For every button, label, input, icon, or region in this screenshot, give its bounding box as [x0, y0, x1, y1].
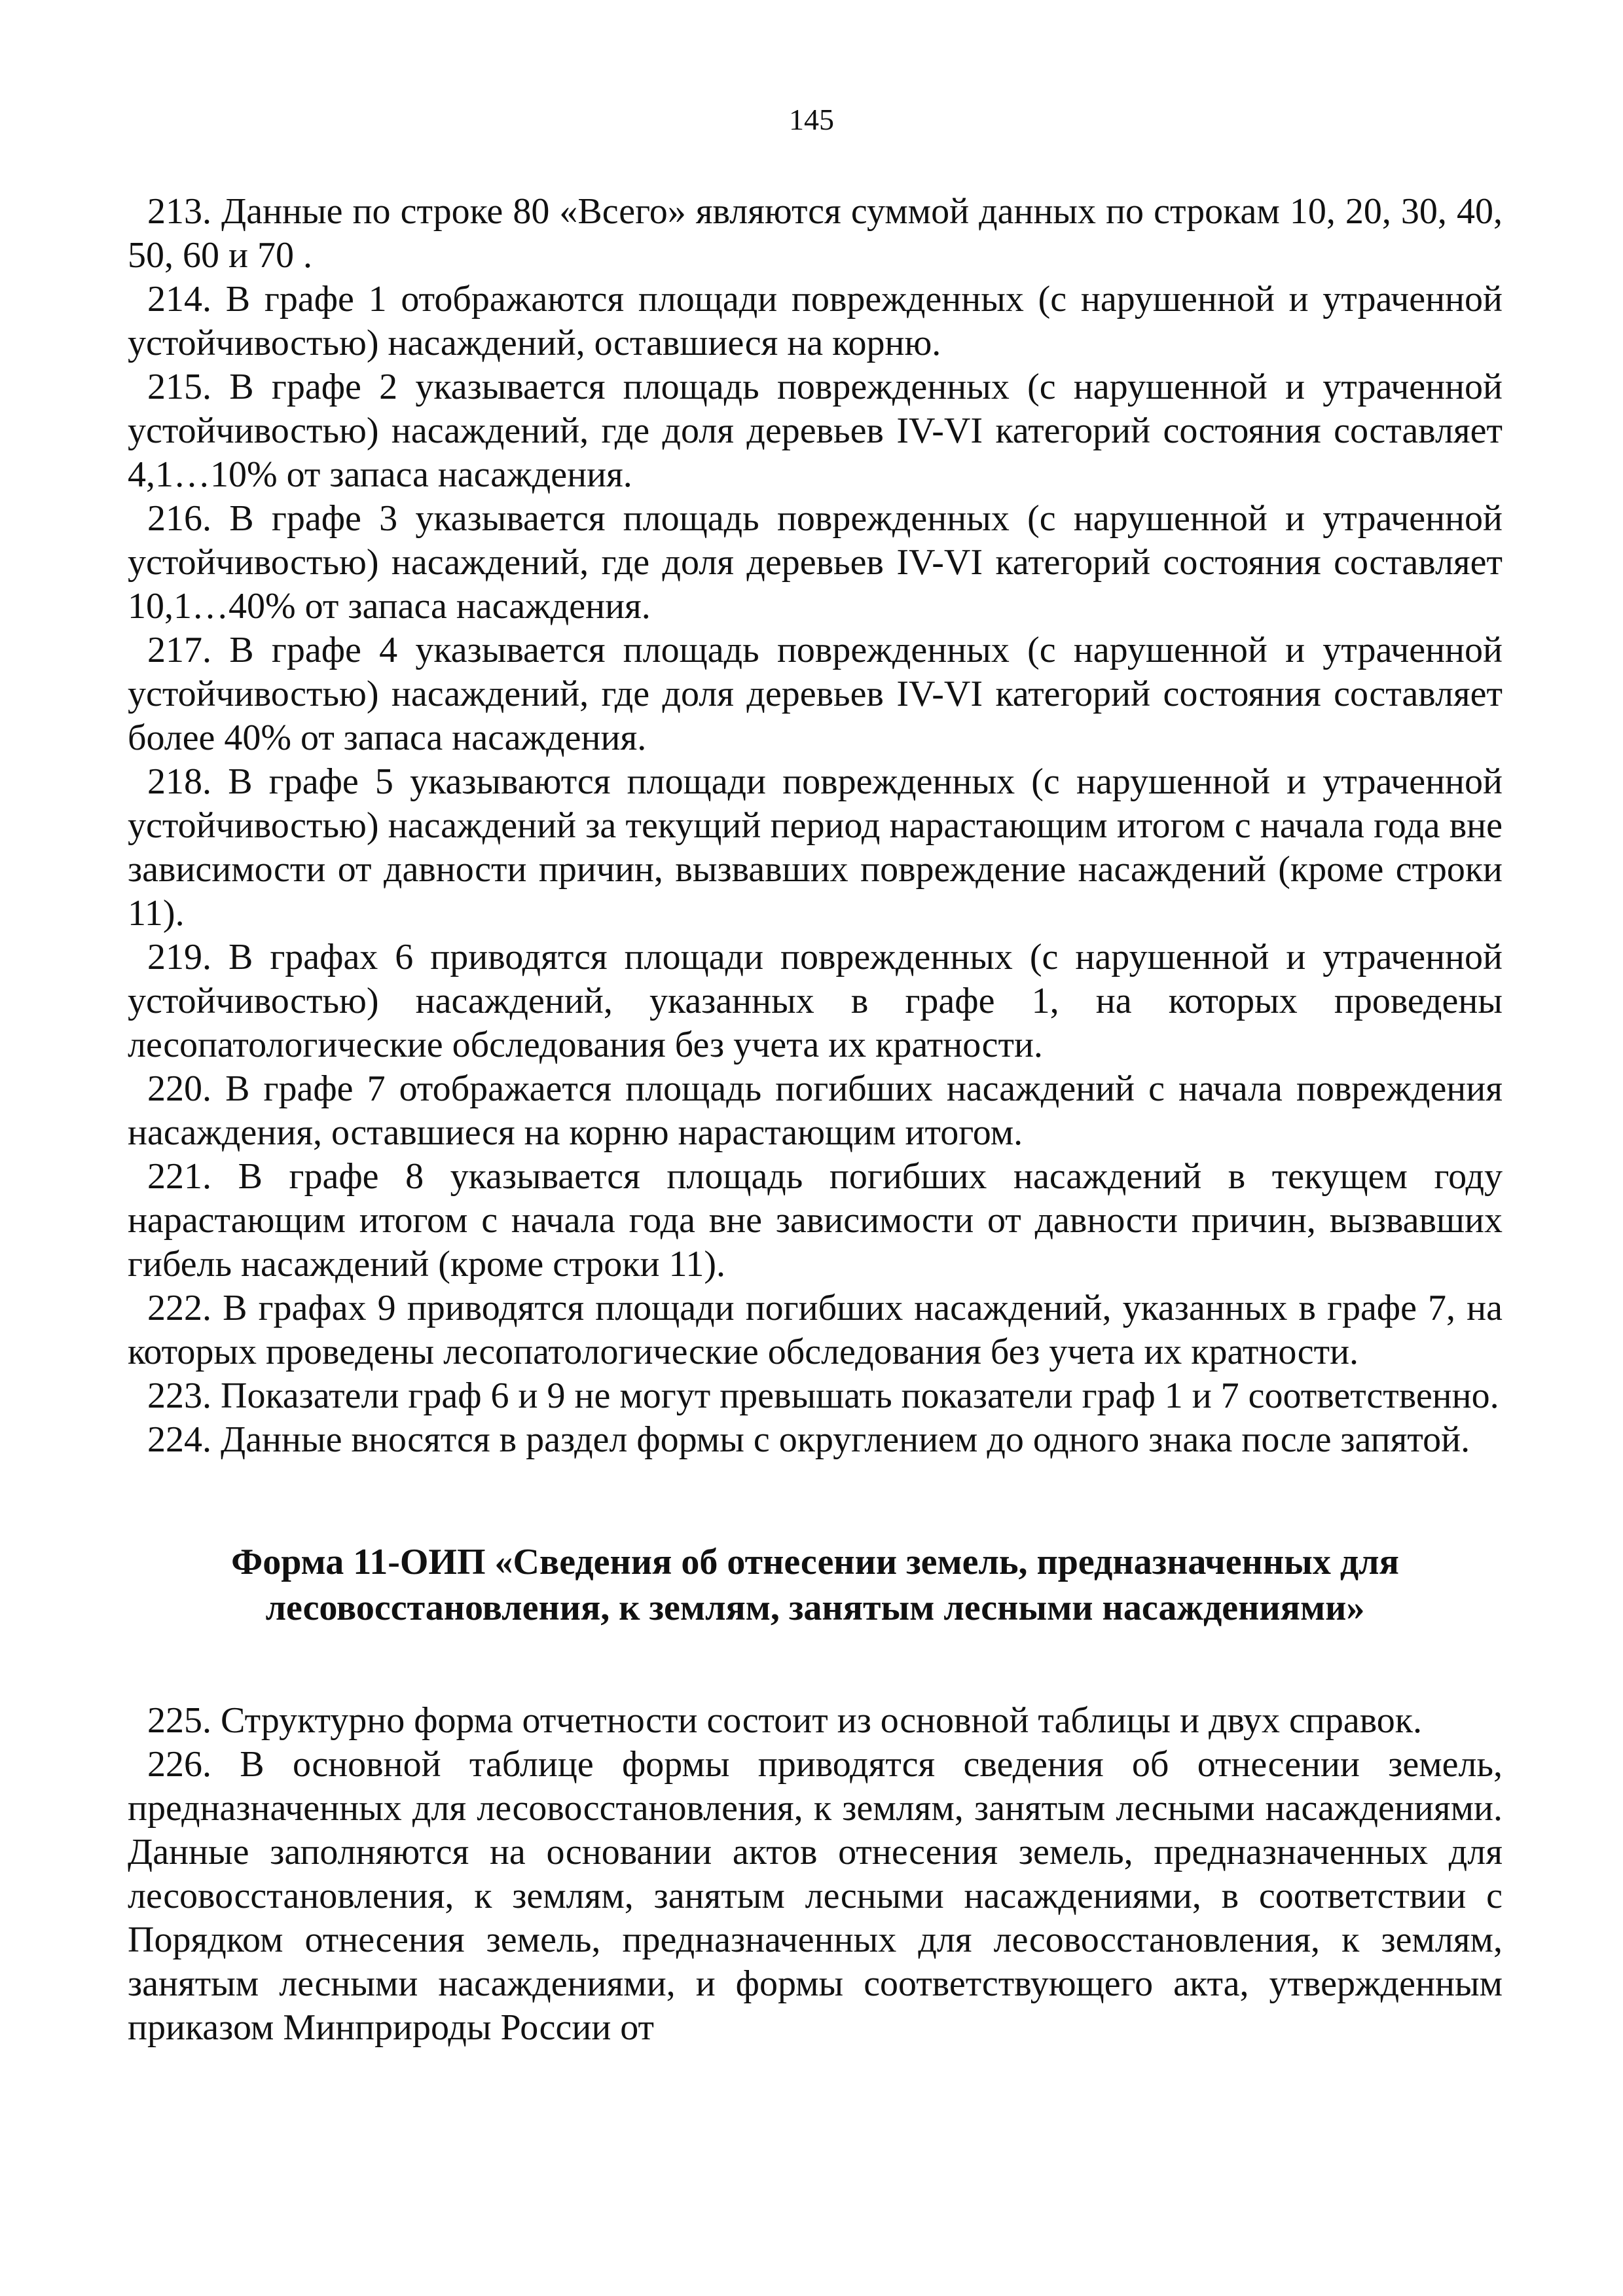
section-heading: Форма 11-ОИП «Сведения об отнесении земель, предназначенных для лесовосстановления, к землям, занятым лесными насаждениями» [231, 1542, 1399, 1628]
paragraph-224: 224. Данные вносятся в раздел формы с округлением до одного знака после запятой. [147, 1419, 1470, 1460]
paragraph-217: 217. В графе 4 указывается площадь поврежденных (с нарушенной и утраченной устойчивостью) насаждений, где доля деревьев IV-VI категорий состояния составляет более 40% от запаса насаждения. [128, 630, 1503, 758]
paragraph-218: 218. В графе 5 указываются площади поврежденных (с нарушенной и утраченной устойчивостью) насаждений за текущий период нарастающим итогом с начала года вне зависимости от давности причин, вызвавших повреждение насаждений (кроме строки 11). [128, 761, 1503, 934]
paragraph-214: 214. В графе 1 отображаются площади поврежденных (с нарушенной и утраченной устойчивостью) насаждений, оставшиеся на корню. [128, 279, 1503, 363]
paragraph-219: 219. В графах 6 приводятся площади поврежденных (с нарушенной и утраченной устойчивостью) насаждений, указанных в графе 1, на которых проведены лесопатологические обследования без учета их кратности. [128, 937, 1503, 1065]
paragraph-213: 213. Данные по строке 80 «Всего» являются суммой данных по строкам 10, 20, 30, 40, 50, 60 и 70 . [128, 191, 1503, 276]
paragraph-225: 225. Структурно форма отчетности состоит из основной таблицы и двух справок. [147, 1700, 1422, 1741]
paragraph-226: 226. В основной таблице формы приводятся сведения об отнесении земель, предназначенных для лесовосстановления, к землям, занятым лесными насаждениями. Данные заполняются на основании актов отнесения земель, предназначенных для лесовосстановления, к землям, занятым лесными насаждениями, в соответствии с Порядком отнесения земель, предназначенных для лесовосстановления, к землям, занятым лесными насаждениями, и формы соответствующего акта, утвержденным приказом Минприроды России от [128, 1744, 1503, 2048]
paragraph-220: 220. В графе 7 отображается площадь погибших насаждений с начала повреждения насаждения, оставшиеся на корню нарастающим итогом. [128, 1068, 1503, 1153]
page-content [128, 190, 1503, 2050]
paragraph-216: 216. В графе 3 указывается площадь поврежденных (с нарушенной и утраченной устойчивостью) насаждений, где доля деревьев IV-VI категорий состояния составляет 10,1…40% от запаса насаждения. [128, 498, 1503, 627]
paragraph-222: 222. В графах 9 приводятся площади погибших насаждений, указанных в графе 7, на которых проведены лесопатологические обследования без учета их кратности. [128, 1288, 1503, 1372]
paragraph-215: 215. В графе 2 указывается площадь поврежденных (с нарушенной и утраченной устойчивостью) насаждений, где доля деревьев IV-VI категорий состояния составляет 4,1…10% от запаса насаждения. [128, 367, 1503, 495]
paragraph-221: 221. В графе 8 указывается площадь погибших насаждений в текущем году нарастающим итогом с начала года вне зависимости от давности причин, вызвавших гибель насаждений (кроме строки 11). [128, 1156, 1503, 1285]
page-number: 145 [789, 103, 834, 136]
paragraph-223: 223. Показатели граф 6 и 9 не могут превышать показатели граф 1 и 7 соответственно. [147, 1376, 1499, 1416]
